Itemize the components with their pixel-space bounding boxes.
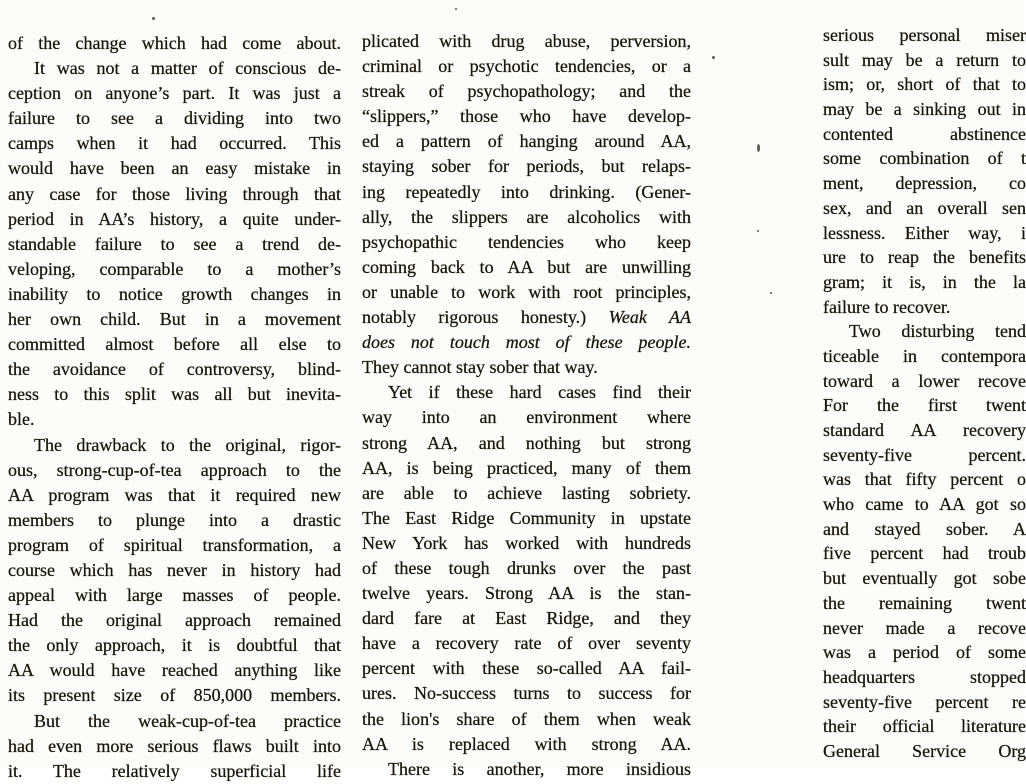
text-line bbox=[823, 122, 1026, 147]
text-segment: dard fare at East Ridge, and they bbox=[362, 608, 691, 629]
text-segment: members to plunge into a drastic bbox=[8, 509, 341, 530]
text-line bbox=[8, 307, 341, 332]
text-line bbox=[823, 344, 1026, 369]
text-segment: have a recovery rate of over seventy bbox=[362, 633, 691, 654]
text-line bbox=[8, 56, 341, 81]
text-segment: committed almost before all else to bbox=[8, 334, 341, 355]
scan-speck bbox=[770, 292, 772, 294]
text-segment: lessness. Either way, i bbox=[823, 222, 1026, 243]
text-line bbox=[8, 182, 341, 207]
text-segment: inability to notice growth changes in bbox=[8, 283, 341, 304]
text-segment: They cannot stay sober that way. bbox=[362, 357, 598, 378]
text-line bbox=[362, 29, 691, 54]
text-segment: may be a sinking out in bbox=[823, 99, 1026, 120]
text-line bbox=[362, 405, 691, 430]
text-line bbox=[823, 146, 1026, 171]
text-line bbox=[8, 332, 341, 357]
text-line bbox=[362, 757, 691, 782]
text-line bbox=[362, 732, 691, 757]
text-line bbox=[8, 282, 341, 307]
text-segment: seventy-five percent re bbox=[823, 691, 1026, 712]
text-line bbox=[823, 196, 1026, 221]
text-segment: It was not a matter of conscious de- bbox=[34, 58, 341, 79]
text-line bbox=[362, 707, 691, 732]
text-segment: notably rigorous honesty.) bbox=[362, 307, 609, 328]
text-line bbox=[362, 355, 691, 380]
text-segment: General Service Org bbox=[823, 740, 1026, 761]
text-segment: ally, the slippers are alcoholics with bbox=[362, 206, 691, 227]
text-segment: the lion's share of them when weak bbox=[362, 708, 691, 729]
text-segment: their official literature bbox=[823, 716, 1026, 737]
text-segment: Had the original approach remained bbox=[8, 610, 341, 631]
text-line bbox=[8, 131, 341, 156]
text-line bbox=[8, 31, 341, 56]
text-line bbox=[362, 205, 691, 230]
text-segment: its present size of 850,000 members. bbox=[8, 685, 341, 706]
text-line bbox=[823, 467, 1026, 492]
text-line bbox=[362, 54, 691, 79]
text-segment: period in AA’s history, a quite under- bbox=[8, 208, 341, 229]
text-line bbox=[8, 508, 341, 533]
text-segment: ous, strong-cup-of-tea approach to the bbox=[8, 459, 341, 480]
scan-speck bbox=[712, 56, 715, 59]
text-line bbox=[823, 566, 1026, 591]
text-segment: ism; or, short of that to bbox=[823, 74, 1026, 95]
text-line bbox=[823, 492, 1026, 517]
text-segment: of the change which had come about. bbox=[8, 33, 341, 53]
text-segment: who came to AA got so bbox=[823, 494, 1026, 515]
text-segment: The East Ridge Community in upstate bbox=[362, 507, 691, 528]
scan-speck bbox=[757, 230, 759, 232]
text-line bbox=[8, 257, 341, 282]
text-line bbox=[823, 418, 1026, 443]
text-line bbox=[823, 739, 1026, 764]
text-line bbox=[362, 280, 691, 305]
text-line bbox=[362, 431, 691, 456]
text-line bbox=[362, 305, 691, 330]
text-line bbox=[8, 558, 341, 583]
text-segment: standable failure to see a trend de- bbox=[8, 233, 341, 254]
text-line bbox=[823, 690, 1026, 715]
text-line bbox=[362, 79, 691, 104]
text-line bbox=[823, 48, 1026, 73]
text-segment: The drawback to the original, rigor- bbox=[34, 434, 341, 455]
text-segment: way into an environment where bbox=[362, 407, 691, 428]
text-segment: the avoidance of controversy, blind- bbox=[8, 359, 341, 380]
text-line bbox=[823, 517, 1026, 542]
text-line bbox=[823, 616, 1026, 641]
text-line bbox=[362, 581, 691, 606]
text-segment: ble. bbox=[8, 409, 35, 430]
text-segment: was a period of some bbox=[823, 642, 1026, 663]
text-line bbox=[8, 357, 341, 382]
text-line bbox=[823, 541, 1026, 566]
text-segment: AA, is being practiced, many of them bbox=[362, 457, 691, 478]
text-segment: are able to achieve lasting sobriety. bbox=[362, 482, 691, 503]
text-line bbox=[8, 106, 341, 131]
text-segment: seventy-five percent. bbox=[823, 444, 1026, 465]
text-line bbox=[362, 180, 691, 205]
text-line bbox=[362, 556, 691, 581]
scan-speck bbox=[757, 144, 760, 152]
text-segment: gram; it is, in the la bbox=[823, 271, 1026, 292]
text-line bbox=[8, 433, 341, 458]
text-segment: program of spiritual transformation, a bbox=[8, 534, 341, 555]
text-segment: or unable to work with root principles, bbox=[362, 281, 691, 302]
text-line bbox=[823, 665, 1026, 690]
text-segment: but eventually got sobe bbox=[823, 568, 1026, 589]
text-line bbox=[823, 97, 1026, 122]
text-line bbox=[362, 531, 691, 556]
text-segment: any case for those living through that bbox=[8, 183, 341, 204]
text-segment: staying sober for periods, but relaps- bbox=[362, 156, 691, 177]
text-segment: veloping, comparable to a mother’s bbox=[8, 258, 341, 279]
text-line bbox=[823, 393, 1026, 418]
text-segment: of these tough drunks over the past bbox=[362, 557, 691, 578]
text-segment: would have been an easy mistake in bbox=[8, 158, 341, 179]
text-line bbox=[362, 481, 691, 506]
text-line bbox=[362, 154, 691, 179]
text-line bbox=[8, 483, 341, 508]
scan-speck bbox=[455, 8, 457, 10]
text-line bbox=[362, 330, 691, 355]
text-line bbox=[8, 759, 341, 784]
text-segment: and stayed sober. A bbox=[823, 518, 1026, 539]
text-line bbox=[8, 458, 341, 483]
text-line bbox=[8, 232, 341, 257]
text-line bbox=[8, 608, 341, 633]
text-line bbox=[362, 255, 691, 280]
text-segment: ing repeatedly into drinking. (Gener- bbox=[362, 181, 691, 202]
text-segment: For the first twent bbox=[823, 395, 1026, 416]
text-segment: the only approach, it is doubtful that bbox=[8, 635, 341, 656]
text-segment: some combination of t bbox=[823, 148, 1026, 169]
text-segment: five percent had troub bbox=[823, 543, 1026, 564]
text-segment: serious personal miser bbox=[823, 25, 1026, 45]
text-segment: percent with these so-called AA fail- bbox=[362, 658, 691, 679]
text-line bbox=[362, 656, 691, 681]
text-segment: ures. No-success turns to success for bbox=[362, 683, 691, 704]
text-segment: AA is replaced with strong AA. bbox=[362, 733, 691, 754]
text-line bbox=[823, 591, 1026, 616]
text-line bbox=[362, 104, 691, 129]
text-segment: failure to see a dividing into two bbox=[8, 108, 341, 129]
text-line bbox=[362, 681, 691, 706]
text-segment: contented abstinence bbox=[823, 123, 1026, 144]
text-segment: Yet if these hard cases find their bbox=[388, 382, 691, 403]
text-line bbox=[823, 23, 1026, 48]
text-segment: psychopathic tendencies who keep bbox=[362, 231, 691, 252]
text-line bbox=[823, 714, 1026, 739]
text-segment: her own child. But in a movement bbox=[8, 309, 341, 330]
text-segment: appeal with large masses of people. bbox=[8, 585, 341, 606]
text-segment: had even more serious flaws built into bbox=[8, 735, 341, 756]
text-segment: sex, and an overall sen bbox=[823, 197, 1026, 218]
text-segment: ticeable in contempora bbox=[823, 345, 1026, 366]
text-segment: There is another, more insidious bbox=[388, 758, 691, 779]
text-line bbox=[823, 270, 1026, 295]
text-line bbox=[362, 506, 691, 531]
text-segment: sult may be a return to bbox=[823, 49, 1026, 70]
text-segment: plicated with drug abuse, perversion, bbox=[362, 31, 691, 51]
text-segment: ure to reap the benefits bbox=[823, 247, 1026, 268]
text-line bbox=[823, 443, 1026, 468]
text-segment: ed a pattern of hanging around AA, bbox=[362, 131, 691, 152]
text-line bbox=[8, 407, 341, 432]
text-line bbox=[8, 533, 341, 558]
text-segment: strong AA, and nothing but strong bbox=[362, 432, 691, 453]
text-line bbox=[8, 382, 341, 407]
text-line bbox=[362, 456, 691, 481]
text-line bbox=[823, 221, 1026, 246]
text-segment: it. The relatively superficial life bbox=[8, 760, 341, 781]
text-line bbox=[823, 245, 1026, 270]
italic-text-segment: Weak AA bbox=[608, 307, 691, 328]
text-segment: ception on anyone’s part. It was just a bbox=[8, 83, 341, 104]
text-line bbox=[8, 207, 341, 232]
text-segment: ness to this split was all but inevita- bbox=[8, 384, 341, 405]
text-segment: toward a lower recove bbox=[823, 370, 1026, 391]
text-line bbox=[823, 369, 1026, 394]
text-segment: failure to recover. bbox=[823, 296, 951, 317]
text-line bbox=[8, 683, 341, 708]
text-segment: streak of psychopathology; and the bbox=[362, 81, 691, 102]
text-segment: never made a recove bbox=[823, 617, 1026, 638]
text-segment: Two disturbing tend bbox=[849, 321, 1026, 342]
text-line bbox=[8, 81, 341, 106]
text-segment: headquarters stopped bbox=[823, 666, 1026, 687]
text-segment: ment, depression, co bbox=[823, 173, 1026, 194]
text-segment: was that fifty percent o bbox=[823, 469, 1026, 490]
text-segment: New York has worked with hundreds bbox=[362, 532, 691, 553]
text-segment: twelve years. Strong AA is the stan- bbox=[362, 583, 691, 604]
text-line bbox=[362, 230, 691, 255]
text-line bbox=[362, 380, 691, 405]
text-segment: “slippers,” those who have develop- bbox=[362, 106, 691, 127]
scan-speck bbox=[152, 17, 155, 20]
text-segment: the remaining twent bbox=[823, 592, 1026, 613]
text-segment: camps when it had occurred. This bbox=[8, 133, 341, 154]
text-line bbox=[823, 171, 1026, 196]
text-line bbox=[8, 156, 341, 181]
text-line bbox=[8, 633, 341, 658]
italic-text-segment: does not touch most of these people. bbox=[362, 332, 691, 353]
text-line bbox=[8, 658, 341, 683]
text-line bbox=[823, 319, 1026, 344]
text-line bbox=[362, 129, 691, 154]
text-segment: coming back to AA but are unwilling bbox=[362, 256, 691, 277]
text-segment: But the weak-cup-of-tea practice bbox=[34, 710, 341, 731]
text-line bbox=[823, 295, 1026, 320]
text-segment: criminal or psychotic tendencies, or a bbox=[362, 56, 691, 77]
text-line bbox=[8, 709, 341, 734]
text-line bbox=[8, 734, 341, 759]
text-line bbox=[8, 583, 341, 608]
text-line bbox=[823, 72, 1026, 97]
text-segment: AA would have reached anything like bbox=[8, 660, 341, 681]
middle-column bbox=[362, 29, 691, 782]
text-line bbox=[362, 606, 691, 631]
right-column bbox=[823, 23, 1026, 764]
text-line bbox=[823, 640, 1026, 665]
text-segment: standard AA recovery bbox=[823, 420, 1026, 440]
text-line bbox=[362, 631, 691, 656]
text-segment: course which has never in history had bbox=[8, 559, 341, 580]
left-column bbox=[8, 31, 341, 784]
text-segment: AA program was that it required new bbox=[8, 484, 341, 505]
